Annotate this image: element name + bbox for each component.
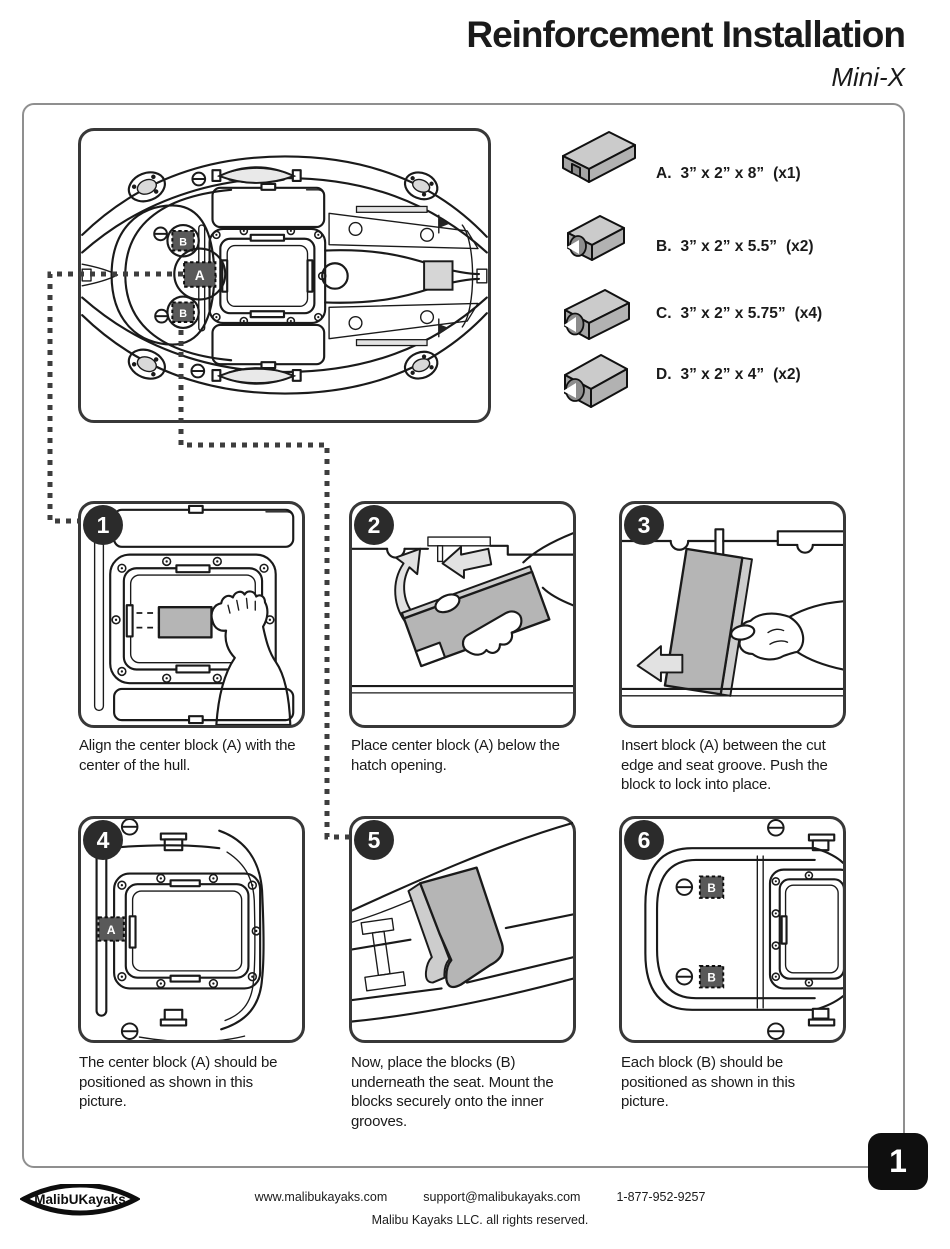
- brand-logo-text: MalibUKayaks: [34, 1192, 126, 1207]
- part-qty: (x2): [786, 238, 814, 255]
- center-hatch: [209, 227, 326, 324]
- page-number-badge: 1: [868, 1133, 928, 1190]
- page-title: Reinforcement Installation: [466, 14, 905, 55]
- pad-top-right: [401, 168, 441, 204]
- screw-icon: [154, 227, 167, 240]
- part-row-c: [656, 305, 822, 323]
- footer-phone: 1-877-952-9257: [616, 1190, 706, 1204]
- screw-icon: [122, 819, 138, 835]
- marker-b-upper-placed-label: B: [707, 882, 716, 896]
- marker-a: [174, 249, 225, 300]
- pad-bottom-right: [401, 347, 441, 383]
- pad-bottom-left: [124, 344, 169, 383]
- part-icon-d: [551, 343, 633, 425]
- screw-icon: [191, 365, 204, 378]
- step-badge-6: 6: [624, 820, 664, 860]
- carry-handle-front: [212, 167, 300, 183]
- step-badge-2: 2: [354, 505, 394, 545]
- kayak-top-view-art: [81, 131, 488, 420]
- part-letter: B.: [656, 238, 672, 255]
- screw-icon: [677, 879, 693, 895]
- stern-area: [322, 206, 487, 345]
- footer-contact-row: [150, 1190, 810, 1204]
- marker-b-lower: [167, 297, 198, 328]
- step-caption-1: Align the center block (A) with the center of the hull.: [79, 737, 296, 774]
- page-subtitle: Mini-X: [831, 62, 905, 92]
- part-qty: (x4): [794, 305, 823, 322]
- part-dims: 3” x 2” x 5.5”: [680, 238, 778, 255]
- part-letter: C.: [656, 305, 672, 322]
- part-dims: 3” x 2” x 8”: [680, 165, 765, 182]
- footer-website[interactable]: www.malibukayaks.com: [254, 1190, 388, 1204]
- marker-b-lower-placed-label: B: [707, 971, 716, 985]
- step-caption-3: Insert block (A) between the cut edge and seat groove. Push the block to lock into place.: [621, 737, 828, 793]
- screw-icon: [768, 820, 784, 836]
- part-row-a: [656, 165, 801, 183]
- step-panel-1: [78, 501, 305, 728]
- part-dims: 3” x 2” x 4”: [680, 366, 765, 383]
- step-caption-4: The center block (A) should be positioned as shown in this picture.: [79, 1054, 278, 1110]
- marker-b-upper: [167, 225, 198, 256]
- screw-icon: [155, 310, 168, 323]
- insert-arrow-icon: [443, 547, 492, 578]
- part-row-b: [656, 238, 814, 256]
- marker-a-label: A: [194, 267, 205, 283]
- carry-handle-rear: [212, 368, 300, 384]
- step-caption-6: Each block (B) should be positioned as shown in this picture.: [621, 1054, 795, 1110]
- marker-a-placed-label: A: [106, 922, 116, 937]
- rear-hatch-lid: [212, 325, 324, 368]
- part-qty: (x2): [773, 366, 801, 383]
- brand-logo: [20, 1184, 140, 1216]
- seat-bracket: [357, 918, 405, 991]
- step-caption-2: Place center block (A) below the hatch opening.: [351, 737, 560, 774]
- part-letter: A.: [656, 165, 672, 182]
- step-badge-3: 3: [624, 505, 664, 545]
- footer-copyright: Malibu Kayaks LLC. all rights reserved.: [371, 1213, 589, 1227]
- step-panel-5: [349, 816, 576, 1043]
- screw-icon: [192, 173, 205, 186]
- step-badge-1: 1: [83, 505, 123, 545]
- step-badge-4: 4: [83, 820, 123, 860]
- part-icon-a: [551, 124, 643, 200]
- step-panel-6: [619, 816, 846, 1043]
- kayak-top-view-diagram: [78, 128, 491, 423]
- marker-b-upper-label: B: [179, 236, 187, 249]
- step-panel-2: [349, 501, 576, 728]
- part-letter: D.: [656, 366, 672, 383]
- hand: [212, 591, 291, 725]
- foam-block: [159, 607, 212, 637]
- part-icon-b: [554, 205, 628, 275]
- marker-b-lower-label: B: [179, 308, 187, 321]
- pad-top-left: [124, 167, 169, 206]
- footer-email[interactable]: support@malibukayaks.com: [423, 1190, 581, 1204]
- part-dims: 3” x 2” x 5.75”: [680, 305, 786, 322]
- part-qty: (x1): [773, 165, 801, 182]
- step-badge-5: 5: [354, 820, 394, 860]
- screw-icon: [768, 1023, 784, 1039]
- screw-icon: [677, 969, 693, 985]
- step-panel-3: [619, 501, 846, 728]
- step-panel-4: [78, 816, 305, 1043]
- step-caption-5: Now, place the blocks (B) underneath the seat. Mount the blocks securely onto the inner grooves.: [351, 1054, 554, 1130]
- foam-block: [665, 549, 752, 696]
- part-row-d: [656, 366, 801, 384]
- screw-icon: [122, 1023, 138, 1039]
